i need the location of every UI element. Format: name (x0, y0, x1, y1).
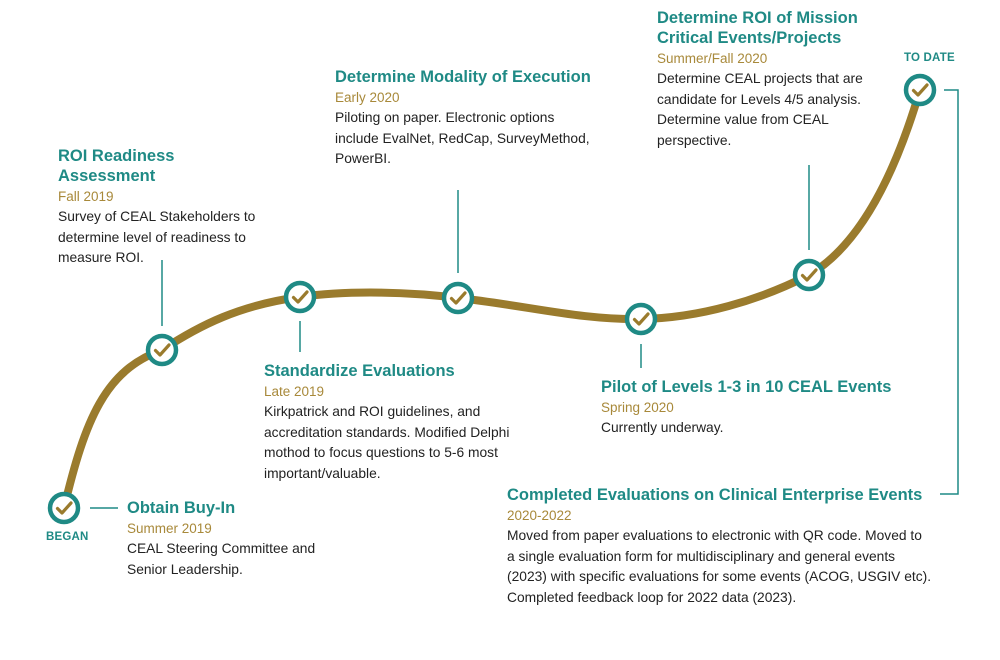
milestone-date: Early 2020 (335, 90, 400, 105)
milestone-title: Completed Evaluations on Clinical Enterprise Events (507, 486, 923, 504)
milestone-modality-execution (335, 67, 600, 170)
milestone-description: Currently underway. (601, 420, 724, 435)
start-label: BEGAN (46, 531, 89, 543)
milestone-mission-critical (657, 8, 872, 151)
end-label: TO DATE (904, 52, 955, 64)
connector-line-completed (940, 90, 958, 494)
milestone-roi-readiness (58, 146, 270, 269)
milestone-date: Spring 2020 (601, 400, 674, 415)
milestone-title: Standardize Evaluations (264, 362, 455, 380)
milestone-date: Summer/Fall 2020 (657, 51, 768, 66)
check-circle-icon (286, 283, 314, 311)
milestone-description: Piloting on paper. Electronic options include EvalNet, RedCap, SurveyMethod, PowerBI. (335, 110, 590, 166)
milestone-date: Late 2019 (264, 384, 325, 399)
milestone-description: Survey of CEAL Stakeholders to determine level of readiness to measure ROI. (58, 209, 256, 265)
milestone-obtain-buy-in (127, 498, 337, 580)
milestone-description: Determine CEAL projects that are candidate for Levels 4/5 analysis. Determine value from CEAL perspective. (657, 71, 863, 148)
milestone-description: Kirkpatrick and ROI guidelines, and accreditation standards. Modified Delphi mothod to focus questions to 5-6 most important/valuable. (264, 404, 510, 481)
milestone-description: Moved from paper evaluations to electronic with QR code. Moved to a single evaluation form for multidisciplinary and general events (2023) with specific evaluations for some events (ACOG, USGIV etc). Completed feedback loop for 2022 data (2023). (507, 528, 932, 605)
milestone-date: Fall 2019 (58, 189, 114, 204)
milestone-description: CEAL Steering Committee and Senior Leadership. (127, 541, 316, 577)
check-circle-icon (148, 336, 176, 364)
check-circle-icon (627, 305, 655, 333)
milestone-title: ROI Readiness Assessment (58, 147, 175, 185)
milestone-title: Determine Modality of Execution (335, 68, 591, 86)
check-circle-icon (906, 76, 934, 104)
check-circle-icon (50, 494, 78, 522)
milestone-completed-evaluations (507, 485, 932, 608)
milestone-title: Pilot of Levels 1-3 in 10 CEAL Events (601, 378, 892, 396)
milestone-title: Obtain Buy-In (127, 499, 236, 517)
check-circle-icon (444, 284, 472, 312)
milestone-pilot-levels (601, 377, 921, 439)
milestone-date: 2020-2022 (507, 508, 572, 523)
milestone-standardize-evaluations (264, 361, 516, 484)
check-circle-icon (795, 261, 823, 289)
milestone-date: Summer 2019 (127, 521, 212, 536)
milestone-title: Determine ROI of Mission Critical Events/Projects (657, 9, 858, 47)
